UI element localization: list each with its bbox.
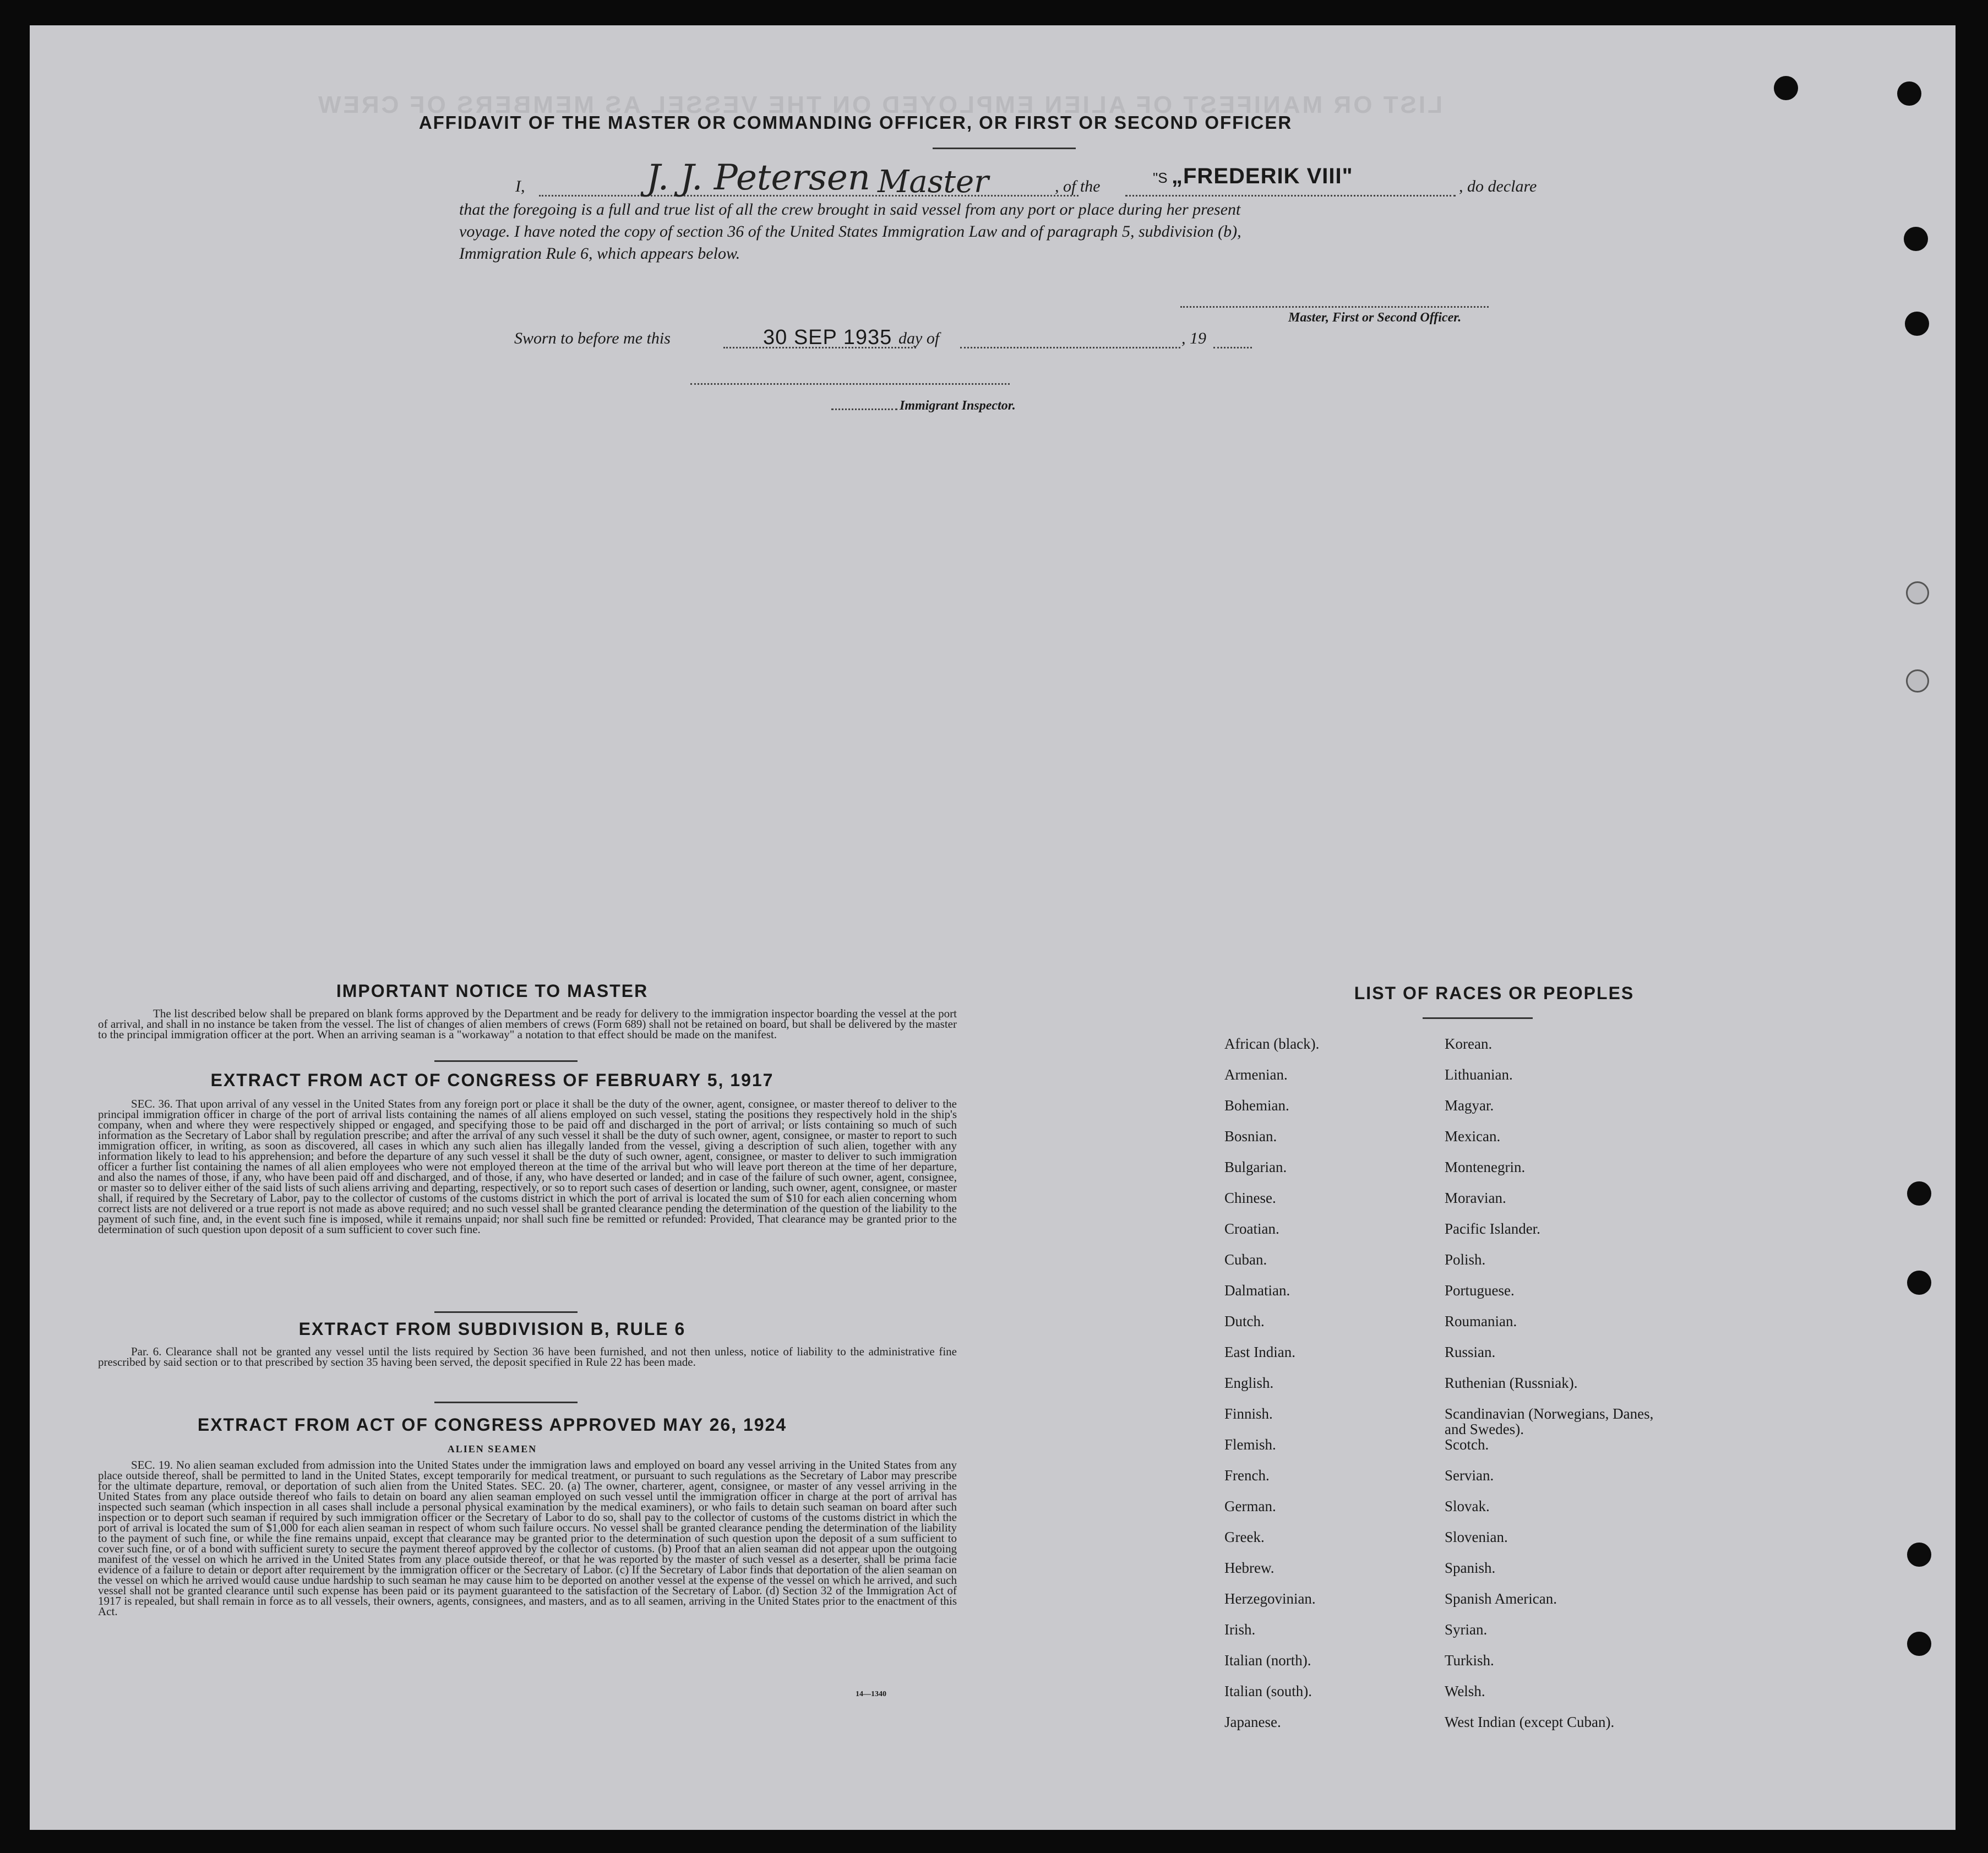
race-item: Roumanian.	[1445, 1313, 1517, 1329]
declaration-line-3: Immigration Rule 6, which appears below.	[459, 244, 740, 263]
affidavit-title: AFFIDAVIT OF THE MASTER OR COMMANDING OFFICER, OR FIRST OR SECOND OFFICER	[418, 112, 1293, 133]
punch-hole-icon	[1907, 1271, 1931, 1295]
race-item: Bulgarian.	[1224, 1159, 1287, 1175]
race-item: Portuguese.	[1445, 1282, 1515, 1299]
race-item: Polish.	[1445, 1251, 1486, 1268]
race-item: French.	[1224, 1467, 1270, 1484]
divider	[1423, 1017, 1533, 1019]
year-line	[1213, 347, 1252, 348]
vessel-prefix: "S	[1153, 170, 1168, 186]
race-item: Montenegrin.	[1445, 1159, 1526, 1175]
of-the-text: , of the	[1055, 177, 1101, 195]
race-item: Servian.	[1445, 1467, 1494, 1484]
race-item: Scotch.	[1445, 1436, 1489, 1453]
race-item: Italian (north).	[1224, 1652, 1311, 1669]
race-item: Bosnian.	[1224, 1128, 1277, 1144]
extract-1924-text: SEC. 19. No alien seaman excluded from admission into the United States under the immigration laws and employed on board any vessel arriving in the United States from any place outside thereof, shall be permitted to land in the United States, except temporarily for medical treatment, or pursuant to such regulations as the Secretary of Labor may prescribe for the ultimate departure, removal, or deportation of such alien from the United States. SEC. 20. (a) The owner, charterer, agent, consignee, or master of any vessel arriving in the United States from any place outside thereof who fails to detain on board any alien seaman employed on such vessel until the immigration officer in charge at the port of arrival has inspected such seaman (which inspection in all cases shall include a personal physical examination by the medical examiners), or who fails to detain such seaman on board after such inspection or to deport such seaman if required by such immigration officer or the Secretary of Labor to do so, shall pay to the collector of customs of the customs district in which the port of arrival is located the sum of $1,000 for each alien seaman in respect of whom such failure occurs. No vessel shall be granted clearance pending the determination of the liability to the payment of such fine, or while the fine remains unpaid, except that clearance may be granted prior to the determination of such question upon the deposit of a sum sufficient to cover such fine, or of a bond with sufficient surety to secure the payment thereof approved by the collector of customs. (b) Proof that an alien seaman did not appear upon the outgoing manifest of the vessel on which he arrived in the United States from any place outside thereof, or that he was reported by the master of such vessel as a deserter, shall be prima facie evidence of a failure to detain or deport after requirement by the immigration officer or the Secretary of Labor. (c) If the Secretary of Labor finds that deportation of the alien seaman on the vessel on which he arrived would cause undue hardship to such seaman he may cause him to be deported on another vessel at the expense of the vessel on which he arrived, and such vessel shall not be granted clearance until such expense has been paid or its payment guaranteed to the satisfaction of the Secretary of Labor. (d) Section 32 of the Immigration Act of 1917 is repealed, but shall remain in force as to all vessels, their owners, agents, consignees, and masters, and as to all seamen, arriving in the United States prior to the enactment of this Act.	[98, 1458, 957, 1618]
divider	[933, 148, 1076, 149]
race-item: Lithuanian.	[1445, 1066, 1513, 1083]
races-left-column	[1224, 1036, 1423, 1745]
declarant-prefix: I,	[515, 177, 525, 195]
vessel-line	[1125, 195, 1456, 197]
punch-hole-icon	[1905, 312, 1929, 336]
signature-line	[1180, 306, 1489, 308]
extract-1924-subtitle: ALIEN SEAMEN	[447, 1443, 537, 1454]
race-item: Japanese.	[1224, 1714, 1281, 1730]
rule6-text: Par. 6. Clearance shall not be granted any vessel until the lists required by Section 36 have been furnished, and not then unless, notice of liability to the administrative fine prescribed by said section or to that prescribed by section 35 having been served, the deposit specified in Rule 22 has been made.	[98, 1345, 957, 1369]
punch-hole-icon	[1907, 1543, 1931, 1567]
race-item: Turkish.	[1445, 1652, 1494, 1669]
punch-hole-icon	[1897, 81, 1921, 106]
race-item: Korean.	[1445, 1036, 1493, 1052]
race-item: Croatian.	[1224, 1220, 1279, 1237]
day-of-text: day of	[898, 329, 940, 347]
handwritten-name: J. J. Petersen	[646, 157, 870, 198]
notice-title: IMPORTANT NOTICE TO MASTER	[336, 981, 649, 1001]
race-item: Irish.	[1224, 1621, 1256, 1638]
document-page	[30, 25, 1956, 1830]
race-item: Greek.	[1224, 1529, 1265, 1545]
race-item: African (black).	[1224, 1036, 1320, 1052]
divider	[434, 1311, 578, 1313]
race-item: Slovenian.	[1445, 1529, 1508, 1545]
handwritten-rank: Master	[878, 164, 989, 200]
punch-hole-icon	[1906, 581, 1929, 604]
race-item: Spanish American.	[1445, 1590, 1557, 1607]
form-number: 14—1340	[856, 1690, 886, 1698]
do-declare-text: , do declare	[1459, 177, 1537, 195]
sworn-prefix: Sworn to before me this	[514, 329, 671, 347]
race-item: Cuban.	[1224, 1251, 1267, 1268]
races-right-column	[1445, 1036, 1665, 1745]
year-prefix: , 19	[1181, 329, 1206, 347]
extract-1917-text: SEC. 36. That upon arrival of any vessel in the United States from any foreign port or place it shall be the duty of the owner, agent, consignee, or master thereof to deliver to the principal immigration officer in charge of the port of arrival lists containing the names of all aliens employed on such vessel, stating the positions they respectively hold in the ship's company, when and where they were respectively shipped or engaged, and specifying those to be paid off and discharged in the port of arrival; or lists containing so much of such information as the Secretary of Labor shall by regulation prescribe; and after the arrival of any such vessel it shall be the duty of such owner, agent, consignee, or master to report to such immigration officer, in writing, as soon as discovered, all cases in which any such alien has illegally landed from the vessel, giving a description of such alien, together with any information likely to lead to his apprehension; and before the departure of any such vessel it shall be the duty of such owner, agent, consignee, or master to deliver to such immigration officer a further list containing the names of all alien employees who were not employed thereon at the time of the arrival but who will leave port thereon at the time of her departure, and also the names of those, if any, who have been paid off and discharged, and of those, if any, who have deserted or landed; and in case of the failure of such owner, agent, consignee, or master so to deliver either of the said lists of such aliens arriving and departing, respectively, or so to report such cases of desertion or landing, such owner, agent, consignee, or master shall, if required by the Secretary of Labor, pay to the collector of customs of the customs district in which the port of arrival is located the sum of $10 for each alien concerning whom correct lists are not delivered or a true report is not made as above required; and no such vessel shall be granted clearance pending the determination of the question of the liability to the payment of such fine, and, in the event such fine is imposed, while it remains unpaid; nor shall such fine be remitted or refunded: Provided, That clearance may be granted prior to the determination of such question upon deposit of a sum sufficient to cover such fine.	[98, 1097, 957, 1236]
inspector-label-leader	[831, 408, 897, 410]
punch-hole-icon	[1904, 227, 1928, 251]
race-item: Dalmatian.	[1224, 1282, 1290, 1299]
race-item: Hebrew.	[1224, 1560, 1275, 1576]
extract-1924-title: EXTRACT FROM ACT OF CONGRESS APPROVED MAY 26, 1924	[197, 1415, 787, 1435]
rule6-title: EXTRACT FROM SUBDIVISION B, RULE 6	[298, 1319, 686, 1339]
race-item: Magyar.	[1445, 1097, 1494, 1114]
race-item: Pacific Islander.	[1445, 1220, 1540, 1237]
signature-label: Master, First or Second Officer.	[1288, 310, 1462, 325]
race-item: Syrian.	[1445, 1621, 1488, 1638]
race-item: Italian (south).	[1224, 1683, 1312, 1699]
bleedthrough-header: LIST OR MANIFEST OF ALIEN EMPLOYED ON THE VESSEL AS MEMBERS OF CREW	[316, 91, 1443, 118]
race-item: English.	[1224, 1375, 1274, 1391]
race-item: Mexican.	[1445, 1128, 1501, 1144]
notice-text: The list described below shall be prepared on blank forms approved by the Department and be ready for delivery to the immigration inspector boarding the vessel at the port of arrival, and shall in no instance be taken from the vessel. The list of changes of alien members of crews (Form 689) shall not be retained on board, but shall be delivered by the master to the principal immigration officer at the port. When an arriving seaman is a "workaway" a notation to that effect should be made on the manifest.	[98, 1007, 957, 1041]
declaration-line-2: voyage. I have noted the copy of section 36 of the United States Immigration Law and of paragraph 5, subdivision (b),	[459, 222, 1241, 241]
races-title: LIST OF RACES OR PEOPLES	[1354, 983, 1635, 1003]
race-item: Dutch.	[1224, 1313, 1265, 1329]
race-item: Welsh.	[1445, 1683, 1485, 1699]
race-item: Spanish.	[1445, 1560, 1496, 1576]
race-item: Moravian.	[1445, 1190, 1506, 1206]
date-stamp: 30 SEP 1935	[763, 326, 892, 349]
race-item: Slovak.	[1445, 1498, 1490, 1514]
race-item: Scandinavian (Norwegians, Danes, and Swedes).	[1445, 1405, 1654, 1437]
race-item: Flemish.	[1224, 1436, 1276, 1453]
month-line	[960, 347, 1180, 348]
vessel-name: „FREDERIK VIII"	[1172, 164, 1353, 188]
punch-hole-icon	[1907, 1632, 1931, 1656]
race-item: Chinese.	[1224, 1190, 1276, 1206]
inspector-label: Immigrant Inspector.	[900, 399, 1016, 413]
race-item: West Indian (except Cuban).	[1445, 1714, 1615, 1730]
race-item: Armenian.	[1224, 1066, 1288, 1083]
divider	[434, 1060, 578, 1062]
divider	[434, 1402, 578, 1403]
extract-1917-title: EXTRACT FROM ACT OF CONGRESS OF FEBRUARY 5, 1917	[210, 1070, 774, 1090]
race-item: Russian.	[1445, 1344, 1496, 1360]
inspector-signature-line	[690, 383, 1010, 385]
race-item: Bohemian.	[1224, 1097, 1289, 1114]
punch-hole-icon	[1907, 1181, 1931, 1206]
race-item: Finnish.	[1224, 1405, 1273, 1422]
race-item: East Indian.	[1224, 1344, 1295, 1360]
declaration-line-1: that the foregoing is a full and true list of all the crew brought in said vessel from any port or place during her present	[459, 200, 1241, 219]
race-item: Herzegovinian.	[1224, 1590, 1316, 1607]
race-item: German.	[1224, 1498, 1276, 1514]
punch-hole-icon	[1774, 76, 1798, 100]
punch-hole-icon	[1906, 669, 1929, 693]
race-item: Ruthenian (Russniak).	[1445, 1375, 1578, 1391]
